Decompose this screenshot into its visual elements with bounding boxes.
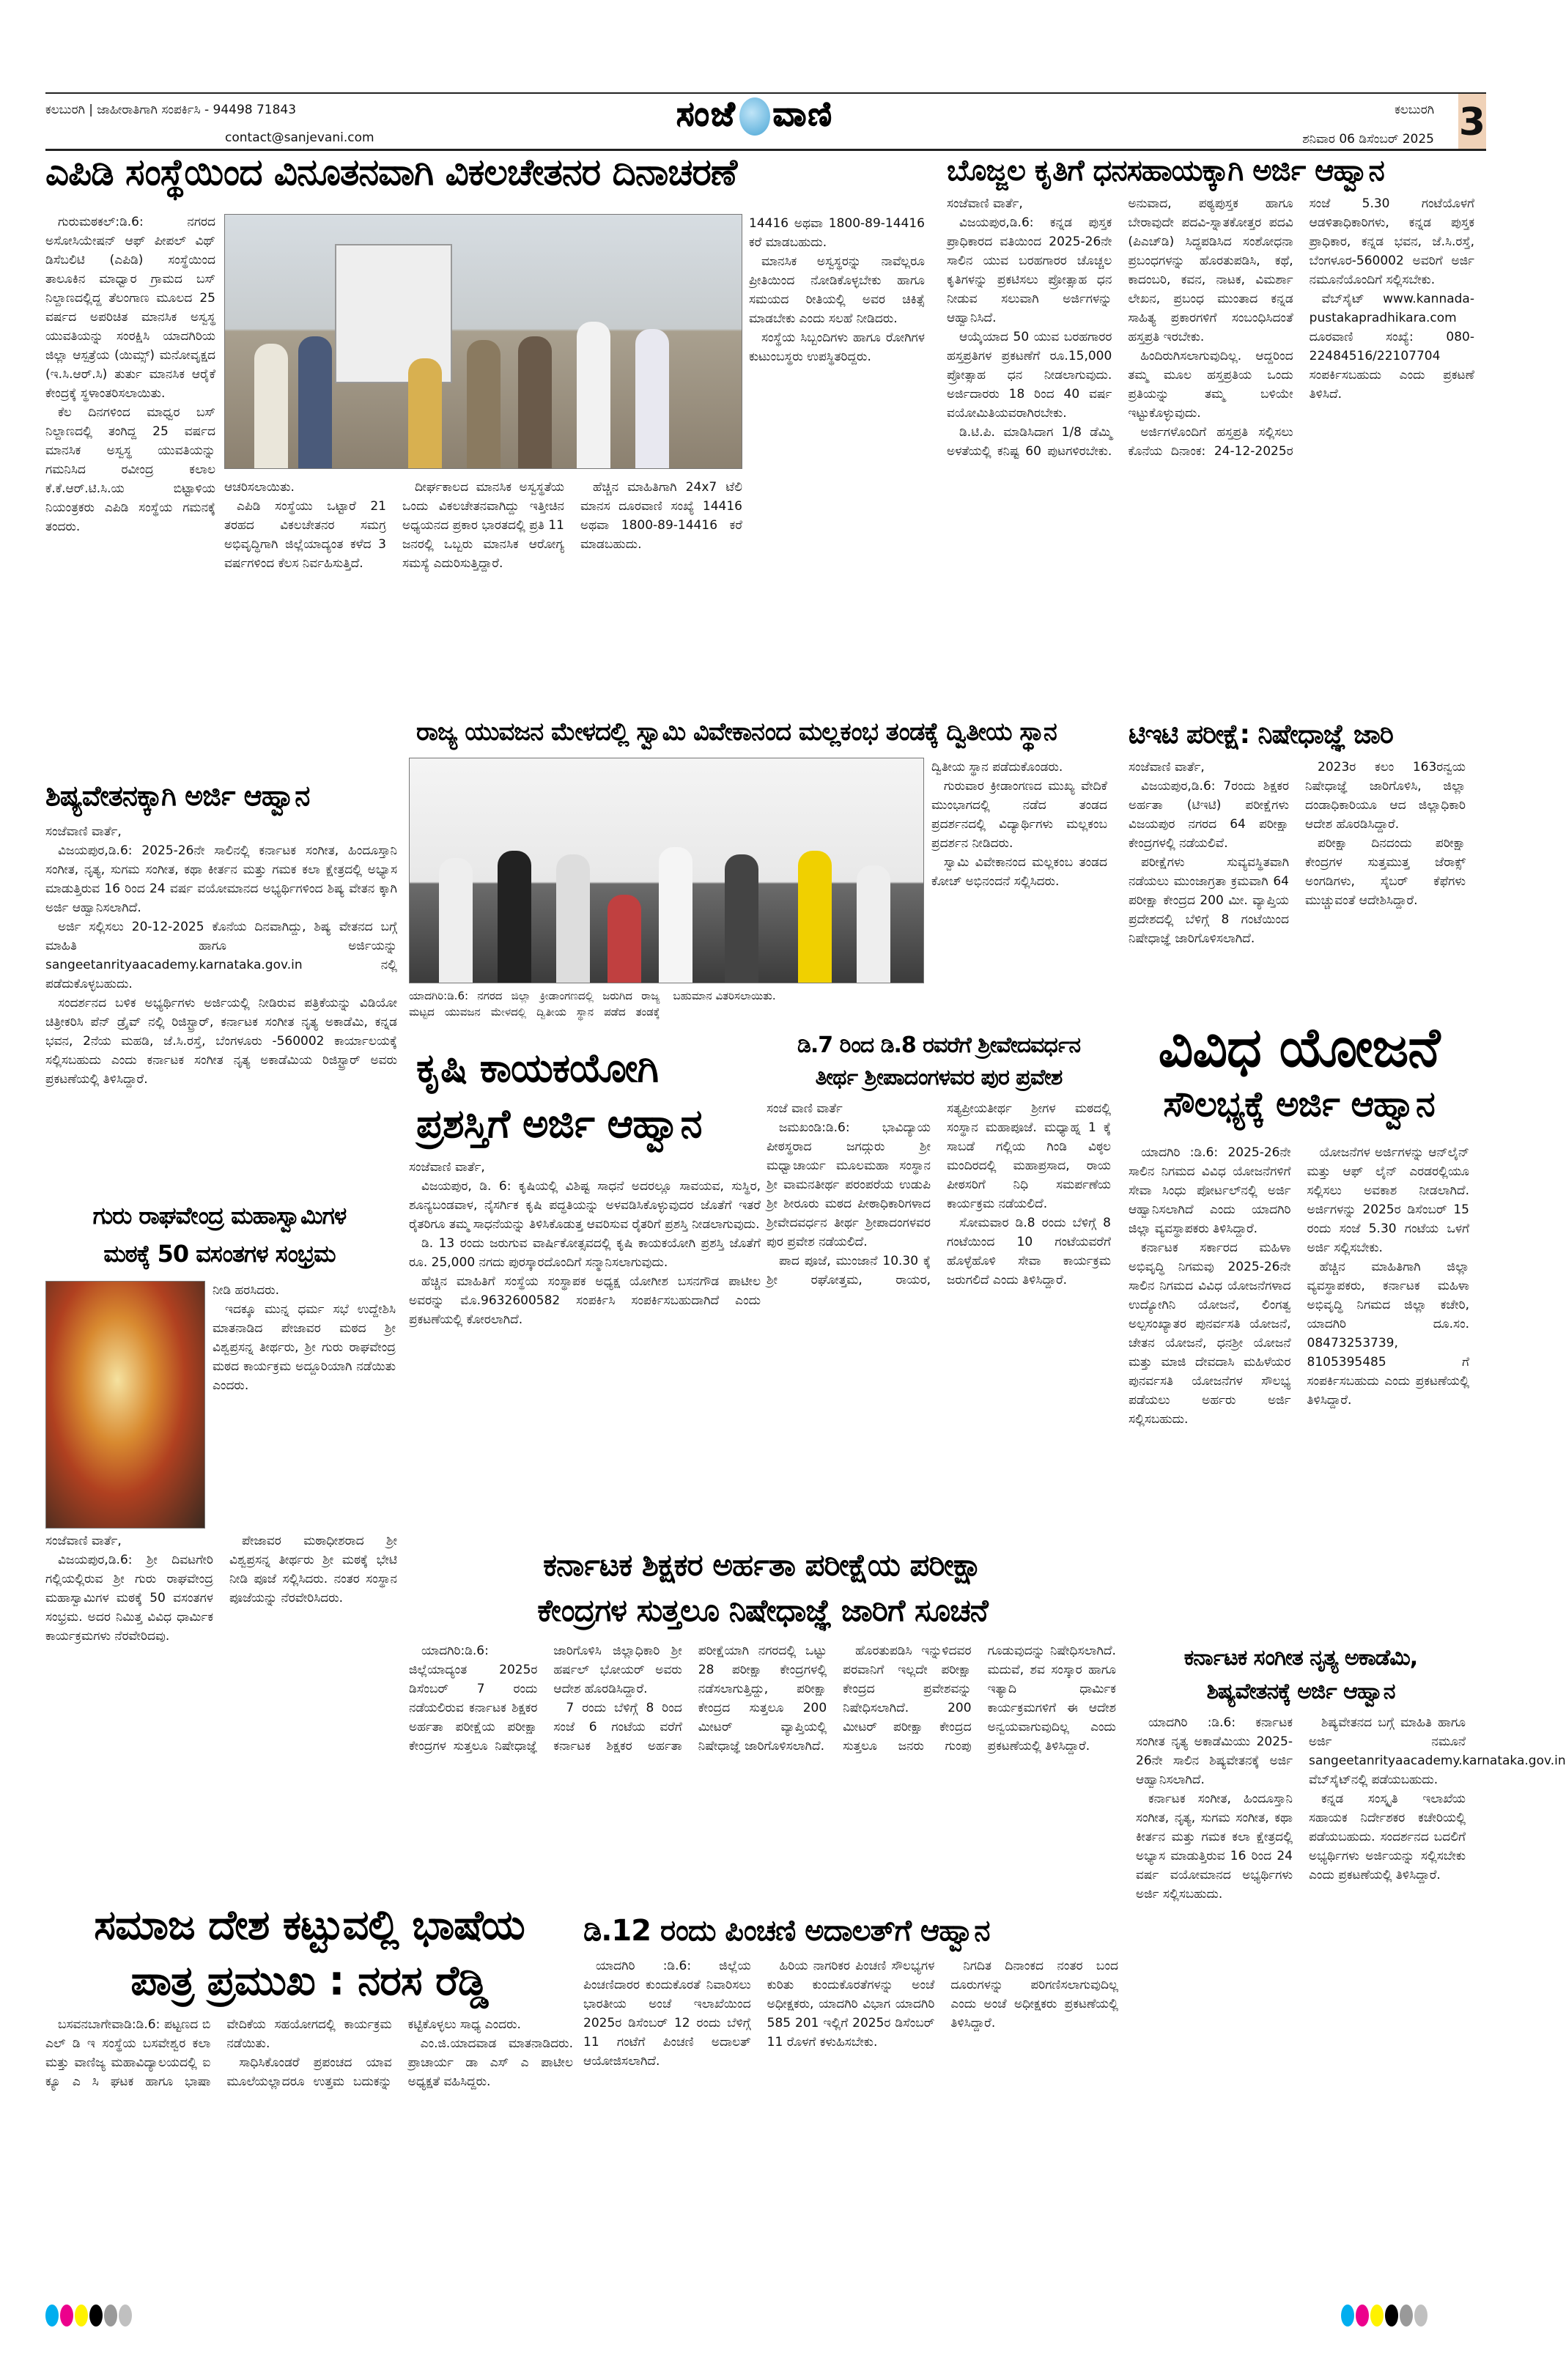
paragraph: ಗುರುಮಠಕಲ್:ಡಿ.6: ನಗರದ ಅಸೋಸಿಯೇಷನ್ ಆಫ್ ಪೀಪಲ್ ವಿಥ್ ಡಿಸೆಬಲಿಟಿ (ಎಪಿಡಿ) ಸಂಸ್ಥೆಯಿಂದ ತಾಲೂಕಿನ ಮಾಧ್ವಾರ ಗ್ರಾಮದ ಬಸ್ ನಿಲ್ದಾಣದಲ್ಲಿದ್ದ ತೆಲಂಗಾಣ ಮೂಲದ 25 ವರ್ಷದ ಅಪರಿಚಿತ ಮಾನಸಿಕ ಅಸ್ವಸ್ಥ ಯುವತಿಯನ್ನು ಸಂರಕ್ಷಿಸಿ ಯಾದಗಿರಿಯ ಜಿಲ್ಲಾ ಆಸ್ಪತ್ರೆಯ (ಯಿಮ್ಸ್) ಮನೋವೃಕ್ಷದ (ಇ.ಸಿ.ಆರ್.ಸಿ) ತುರ್ತು ಮಾನಸಿಕ ಆರೈಕೆ ಕೇಂದ್ರಕ್ಕೆ ಸ್ಥಳಾಂತರಿಸಲಾಯಿತು. — [45, 215, 215, 401]
gray-dot-icon — [1400, 2305, 1413, 2327]
headline-line: ಗುರು ರಾಘವೇಂದ್ರ ಮಹಾಸ್ವಾಮಿಗಳ — [92, 1202, 347, 1230]
person-figure — [659, 847, 692, 983]
headline-line: ಕರ್ನಾಟಕ ಸಂಗೀತ ನೃತ್ಯ ಅಕಾಡೆಮಿ, — [1183, 1645, 1418, 1671]
headline-tet: ಟಿಇಟಿ ಪರೀಕ್ಷೆ: ನಿಷೇಧಾಜ್ಞೆ ಜಾರಿ — [1129, 720, 1393, 750]
paragraph: ಯಾದಗಿರಿ :ಡಿ.6: 2025-26ನೇ ಸಾಲಿನ ನಿಗಮದ ವಿವಿಧ ಯೋಜನೆಗಳಿಗೆ ಸೇವಾ ಸಿಂಧು ಪೋರ್ಟಲ್‌ನಲ್ಲಿ ಅರ್ಜಿ ಆಹ್ವಾನಿಸಲಾಗಿದೆ ಎಂದು ಯಾದಗಿರಿ ಜಿಲ್ಲಾ ವ್ಯವಸ್ಥಾಪಕರು ತಿಳಿಸಿದ್ದಾರೆ. — [1129, 1145, 1291, 1236]
paragraph: ಹೆಚ್ಚಿನ ಮಾಹಿತಿಗಾಗಿ ಜಿಲ್ಲಾ ವ್ಯವಸ್ಥಾಪಕರು, ಕರ್ನಾಟಕ ಮಹಿಳಾ ಅಭಿವೃದ್ಧಿ ನಿಗಮದ ಜಿಲ್ಲಾ ಕಚೇರಿ, ಯಾದಗಿರಿ ದೂ.ಸಂ. 08473253739, 8105395485 ಗೆ ಸಂಪರ್ಕಿಸಬಹುದು ಎಂದು ಪ್ರಕಟಣೆಯಲ್ಲಿ ತಿಳಿಸಿದ್ದಾರೆ. — [1307, 1260, 1469, 1408]
article-pension-body — [583, 1956, 1118, 2290]
paragraph: ಪರೀಕ್ಷೆಗಳು ಸುವ್ಯವಸ್ಥಿತವಾಗಿ ನಡೆಯಲು ಮುಂಜಾಗ್ರತಾ ಕ್ರಮವಾಗಿ 64 ಪರೀಕ್ಷಾ ಕೇಂದ್ರದ 200 ಮೀ. ವ್ಯಾಪ್ತಿಯ ಪ್ರದೇಶದಲ್ಲಿ ಬೆಳಿಗ್ಗೆ 8 ಗಂಟೆಯಿಂದ ನಿಷೇಧಾಜ್ಞೆ ಜಾರಿಗೊಳಿಸಲಾಗಿದೆ. — [1129, 855, 1289, 946]
lightgray-dot-icon — [1414, 2305, 1428, 2327]
newspaper-logo: ಸಂಜೆ ವಾಣಿ — [645, 94, 865, 144]
paragraph: ಪರೀಕ್ಷಾ ದಿನದಂದು ಪರೀಕ್ಷಾ ಕೇಂದ್ರಗಳ ಸುತ್ತಮುತ್ತ ಜೆರಾಕ್ಸ್ ಅಂಗಡಿಗಳು, ಸೈಬರ್ ಕೆಫೆಗಳು ಮುಚ್ಚುವಂತೆ ಆದೇಶಿಸಿದ್ದಾರೆ. — [1305, 836, 1466, 908]
paragraph: 14416 ಅಥವಾ 1800-89-14416 ಕರೆ ಮಾಡಬಹುದು. — [749, 216, 925, 250]
paragraph: ಸೋಮವಾರ ಡಿ.8 ರಂದು ಬೆಳಿಗ್ಗೆ 8 ಗಂಟೆಯಿಂದ 10 ಗಂಟೆಯವರೆಗೆ ಹೊಳ್ಳೆಹೊಳಿ ಸೇವಾ ಕಾರ್ಯಕ್ರಮ ಜರುಗಲಿದೆ ಎಂದು ತಿಳಿಸಿದ್ದಾರೆ. — [947, 1216, 1111, 1287]
headline-raghavendra — [45, 1197, 394, 1273]
article-apd-body — [224, 478, 742, 712]
paragraph: 2023ರ ಕಲಂ 163ರನ್ವಯ ನಿಷೇಧಾಜ್ಞೆ ಜಾರಿಗೊಳಿಸಿ, ಜಿಲ್ಲಾ ದಂಡಾಧಿಕಾರಿಯೂ ಆದ ಜಿಲ್ಲಾಧಿಕಾರಿ ಆದೇಶ ಹೊರಡಿಸಿದ್ದಾರೆ. — [1305, 760, 1466, 832]
paragraph: ನಿಗದಿತ ದಿನಾಂಕದ ನಂತರ ಬಂದ ದೂರುಗಳನ್ನು ಪರಿಗಣಿಸಲಾಗುವುದಿಲ್ಲ ಎಂದು ಅಂಚೆ ಅಧೀಕ್ಷಕರು ಪ್ರಕಟಣೆಯಲ್ಲಿ ತಿಳಿಸಿದ್ದಾರೆ. — [950, 1959, 1118, 2030]
paragraph: ಇದಕ್ಕೂ ಮುನ್ನ ಧರ್ಮ ಸಭೆ ಉದ್ದೇಶಿಸಿ ಮಾತನಾಡಿದ ಪೇಜಾವರ ಮಠದ ಶ್ರೀ ವಿಶ್ವಪ್ರಸನ್ನ ತೀರ್ಥರು, ಶ್ರೀ ಗುರು ರಾಘವೇಂದ್ರ ಮಠದ ಕಾರ್ಯಕ್ರಮ ಅದ್ದೂರಿಯಾಗಿ ನಡೆಯಿತು ಎಂದರು. — [213, 1302, 396, 1393]
yellow-dot-icon — [75, 2305, 88, 2327]
masthead-email[interactable]: contact@sanjevani.com — [225, 130, 374, 145]
article-apd-col1 — [45, 212, 215, 762]
article-raghavendra-body — [45, 1531, 397, 1891]
article-raghavendra-side — [213, 1281, 396, 1529]
headline-line: ಪ್ರಶಸ್ತಿಗೆ ಅರ್ಜಿ ಆಹ್ವಾನ — [416, 1101, 702, 1147]
paragraph: ಹೊರತುಪಡಿಸಿ ಇನ್ನುಳಿದವರ ಪರವಾನಿಗೆ ಇಲ್ಲದೇ ಪರೀಕ್ಷಾ ಕೇಂದ್ರದ ಪ್ರವೇಶವನ್ನು ನಿಷೇಧಿಸಲಾಗಿದೆ. 200 ಮೀಟರ್ ಪರೀಕ್ಷಾ ಕೇಂದ್ರದ ಸುತ್ತಲೂ ಜನರು ಗುಂಪು ಗೂಡುವುದನ್ನು ನಿಷೇಧಿಸಲಾಗಿದೆ. ಮದುವೆ, ಶವ ಸಂಸ್ಕಾರ ಹಾಗೂ ಇತ್ಯಾದಿ ಧಾರ್ಮಿಕ ಕಾರ್ಯಕ್ರಮಗಳಿಗೆ ಈ ಆದೇಶ ಅನ್ವಯವಾಗುವುದಿಲ್ಲ ಎಂದು ಪ್ರಕಟಣೆಯಲ್ಲಿ ತಿಳಿಸಿದ್ದಾರೆ. — [843, 1644, 1116, 1753]
article-sangeeta-body — [1136, 1713, 1566, 2292]
paragraph: ಎಂ.ಜಿ.ಯಾದವಾಡ ಮಾತನಾಡಿದರು. ಪ್ರಾಚಾರ್ಯ ಡಾ ಎಸ್ ಎ ಪಾಟೀಲ ಅಧ್ಯಕ್ಷತೆ ವಹಿಸಿದ್ದರು. — [407, 2036, 573, 2089]
paragraph: ಡಿ.ಟಿ.ಪಿ. ಮಾಡಿಸಿದಾಗ 1/8 ಡೆಮ್ಮಿ ಅಳತೆಯಲ್ಲಿ ಕನಿಷ್ಟ 60 ಪುಟಗಳಿರಬೇಕು. ಅನುವಾದ, ಪಠ್ಯಪುಸ್ತಕ ಹಾಗೂ ಬೇರಾವುದೇ ಪದವಿ-ಸ್ನಾತಕೋತ್ತರ ಪದವಿ (ಪಿಎಚ್‌ಡಿ) ಸಿದ್ಧಪಡಿಸಿದ ಸಂಶೋಧನಾ ಪ್ರಬಂಧಗಳನ್ನು ಹೊರತುಪಡಿಸಿ, ಕಥೆ, ಕಾದಂಬರಿ, ಕವನ, ನಾಟಕ, ವಿಮರ್ಶಾ ಲೇಖನ, ಪ್ರಬಂಧ ಮುಂತಾದ ಕನ್ನಡ ಸಾಹಿತ್ಯ ಪ್ರಕಾರಗಳಿಗೆ ಸಂಬಂಧಿಸಿದಂತೆ ಹಸ್ತಪ್ರತಿ ಇರಬೇಕು. — [947, 196, 1293, 459]
person-figure — [408, 358, 442, 468]
paragraph: ಪೇಜಾವರ ಮಠಾಧೀಶರಾದ ಶ್ರೀ ವಿಶ್ವಪ್ರಸನ್ನ ತೀರ್ಥರು ಶ್ರೀ ಮಠಕ್ಕೆ ಭೇಟಿ ನೀಡಿ ಪೂಜೆ ಸಲ್ಲಿಸಿದರು. ನಂತರ ಸಂಸ್ಥಾನ ಪೂಜೆಯನ್ನು ನೆರವೇರಿಸಿದರು. — [229, 1534, 397, 1605]
paragraph: ನೀಡಿ ಹರಸಿದರು. — [213, 1283, 280, 1298]
paragraph: ಆಯ್ಕೆಯಾದ 50 ಯುವ ಬರಹಗಾರರ ಹಸ್ತಪ್ರತಿಗಳ ಪ್ರಕಟಣೆಗೆ ರೂ.15,000 ಪ್ರೋತ್ಸಾಹ ಧನ ನೀಡಲಾಗುವುದು. ಅರ್ಜಿದಾರರು 18 ರಿಂದ 40 ವರ್ಷ ವಯೋಮಿತಿಯವರಾಗಿರಬೇಕು. — [947, 330, 1112, 421]
masthead-city: ಕಲಬುರಗಿ — [1395, 103, 1434, 117]
headline-mallakamba: ರಾಜ್ಯ ಯುವಜನ ಮೇಳದಲ್ಲಿ ಸ್ವಾಮಿ ವಿವೇಕಾನಂದ ಮಲ್ಲಕಂಭ ತಂಡಕ್ಕೆ ದ್ವಿತೀಯ ಸ್ಥಾನ — [416, 717, 1057, 747]
paragraph: ಹೆಚ್ಚಿನ ಮಾಹಿತಿಗಾಗಿ 24x7 ಟೆಲಿ ಮಾನಸ ದೂರವಾಣಿ ಸಂಖ್ಯೆ 14416 ಅಥವಾ 1800-89-14416 ಕರೆ ಮಾಡಬಹುದು. — [580, 480, 742, 552]
paragraph: ಪಾದ ಪೂಜೆ, ಮುಂಜಾನೆ 10.30 ಕ್ಕೆ ಶ್ರೀ ರಘೋತ್ತಮ, ರಾಯರ, ಸತ್ಯಪ್ರೀಯತೀರ್ಥ ಶ್ರೀಗಳ ಮಠದಲ್ಲಿ ಸಂಸ್ಥಾನ ಮಹಾಪೂಜೆ. ಮಧ್ಯಾಹ್ನ 1 ಕ್ಕೆ ಸಾಬಡೆ ಗಲ್ಲಿಯ ಗಿಂಡಿ ವಿಠ್ಠಲ ಮಂದಿರದಲ್ಲಿ ಮಹಾಪ್ರಸಾದ, ರಾಯ ಪೀಠಸರಿಗೆ ನಿಧಿ ಸಮರ್ಪಣೆಯ ಕಾರ್ಯಕ್ರಮ ನಡೆಯಲಿದೆ. — [767, 1101, 1111, 1287]
person-figure — [635, 329, 669, 468]
color-registration-right — [1341, 2305, 1429, 2329]
article-vedavardhana-body — [767, 1099, 1111, 1509]
headline-vividha — [1129, 1015, 1469, 1128]
paragraph: ಯಾದಗಿರಿ :ಡಿ.6: ಜಿಲ್ಲೆಯ ಪಿಂಚಣಿದಾರರ ಕುಂದುಕೊರತೆ ನಿವಾರಿಸಲು ಭಾರತೀಯ ಅಂಚೆ ಇಲಾಖೆಯಿಂದ 2025ರ ಡಿಸೆಂಬರ್ 12 ರಂದು ಬೆಳಿಗ್ಗೆ 11 ಗಂಟೆಗೆ ಪಿಂಚಣಿ ಅದಾಲತ್ ಆಯೋಜಿಸಲಾಗಿದೆ. — [583, 1959, 751, 2069]
article-book-body — [947, 194, 1474, 707]
paragraph: ಆಚರಿಸಲಾಯಿತು. — [224, 480, 295, 495]
paragraph: ಡಿ. 13 ರಂದು ಜರುಗುವ ವಾರ್ಷಿಕೋತ್ಸವದಲ್ಲಿ ಕೃಷಿ ಕಾಯಕಯೋಗಿ ಪ್ರಶಸ್ತಿ ಜೊತೆಗೆ ರೂ. 25,000 ನಗದು ಪುರಸ್ಕಾರದೊಂದಿಗೆ ಸನ್ಮಾನಿಸಲಾಗುವುದು. — [409, 1236, 761, 1270]
headline-line: ತೀರ್ಥ ಶ್ರೀಪಾದಂಗಳವರ ಪುರ ಪ್ರವೇಶ — [815, 1065, 1063, 1090]
person-figure — [254, 344, 288, 468]
person-figure — [798, 851, 832, 983]
paragraph: ಸಂಸ್ಥೆಯ ಸಿಬ್ಬಂದಿಗಳು ಹಾಗೂ ರೋಗಿಗಳ ಕುಟುಂಬಸ್ಥರು ಉಪಸ್ಥಿತರಿದ್ದರು. — [749, 330, 925, 364]
dateline: ಸಂಜೆವಾಣಿ ವಾರ್ತೆ, — [409, 1160, 485, 1175]
paragraph: ಹೆಚ್ಚಿನ ಮಾಹಿತಿಗೆ ಸಂಸ್ಥೆಯ ಸಂಸ್ಥಾಪಕ ಅಧ್ಯಕ್ಷ ಯೋಗೀಶ ಬಸನಗೌಡ ಪಾಟೀಲ ಅವರನ್ನು ಮೊ.9632600582 ಸಂಪರ್ಕಿಸಿ ಸಂಪರ್ಕಿಸಬಹುದಾಗಿದೆ ಎಂದು ಪ್ರಕಟಣೆಯಲ್ಲಿ ಕೋರಲಾಗಿದೆ. — [409, 1274, 761, 1327]
headline-line: ಮಠಕ್ಕೆ 50 ವಸಂತಗಳ ಸಂಭ್ರಮ — [103, 1240, 336, 1268]
paragraph: ಹಿಂದಿರುಗಿಸಲಾಗುವುದಿಲ್ಲ. ಆದ್ದರಿಂದ ತಮ್ಮ ಮೂಲ ಹಸ್ತಪ್ರತಿಯ ಒಂದು ಪ್ರತಿಯನ್ನು ತಮ್ಮ ಬಳಿಯೇ ಇಟ್ಟುಕೊಳ್ಳುವುದು. — [1128, 349, 1293, 421]
paragraph: ಸಂದರ್ಶನದ ಬಳಿಕ ಅಭ್ಯರ್ಥಿಗಳು ಅರ್ಜಿಯಲ್ಲಿ ನೀಡಿರುವ ಪತ್ರಿಕೆಯನ್ನು ವಿಡಿಯೋ ಚಿತ್ರೀಕರಿಸಿ ಪೆನ್ ಡ್ರೈವ್ ನಲ್ಲಿ ರಿಜಿಸ್ಟ್ರಾರ್, ಕರ್ನಾಟಕ ಸಂಗೀತ ನೃತ್ಯ ಅಕಾಡೆಮಿ, ಕನ್ನಡ ಭವನ, 2ನೆಯ ಮಹಡಿ, ಜೆ.ಸಿ.ರಸ್ತೆ, ಬೆಂಗಳೂರು -560002 ಕಾರ್ಯಾಲಯಕ್ಕೆ ಸಲ್ಲಿಸಬಹುದು ಎಂದು ಕರ್ನಾಟಕ ಸಂಗೀತ ನೃತ್ಯ ಅಕಾಡೆಮಿಯ ರಿಜಿಸ್ಟ್ರಾರ್ ಅವರು ಪ್ರಕಟಣೆಯಲ್ಲಿ ತಿಳಿಸಿದ್ದಾರೆ. — [45, 996, 397, 1087]
black-dot-icon — [89, 2305, 103, 2327]
masthead-left — [45, 103, 374, 145]
color-registration-left — [45, 2305, 133, 2329]
headline-apd: ಎಪಿಡಿ ಸಂಸ್ಥೆಯಿಂದ ವಿನೂತನವಾಗಿ ವಿಕಲಚೇತನರ ದಿನಾಚರಣೆ — [45, 151, 737, 193]
headline-line: ವಿವಿಧ ಯೋಜನೆ — [1158, 1016, 1440, 1079]
article-vividha-body — [1129, 1143, 1469, 1630]
person-figure — [498, 851, 531, 983]
headline-samaja — [45, 1898, 573, 2009]
paragraph: ದ್ವಿತೀಯ ಸ್ಥಾನ ಪಡೆದುಕೊಂಡರು. — [931, 760, 1063, 775]
article-tet-body — [1129, 758, 1466, 1007]
paragraph: ಎಪಿಡಿ ಸಂಸ್ಥೆಯು ಒಟ್ಟಾರೆ 21 ತರಹದ ವಿಕಲಚೇತನರ ಸಮಗ್ರ ಅಭಿವೃದ್ಧಿಗಾಗಿ ಜಿಲ್ಲೆಯಾದ್ಯಂತ ಕಳೆದ 3 ವರ್ಷಗಳಿಂದ ಕೆಲಸ ನಿರ್ವಹಿಸುತ್ತಿದೆ. — [224, 499, 386, 571]
headline-book-grant: ಬೊಜ್ಜಲ ಕೃತಿಗೆ ಧನಸಹಾಯಕ್ಕಾಗಿ ಅರ್ಜಿ ಆಹ್ವಾನ — [947, 154, 1384, 188]
paragraph: ದೀರ್ಘಕಾಲದ ಮಾನಸಿಕ ಅಸ್ವಸ್ಥತೆಯ ಒಂದು ವಿಕಲಚೇತನವಾಗಿದ್ದು ಇತ್ತೀಚಿನ ಅಧ್ಯಯನದ ಪ್ರಕಾರ ಭಾರತದಲ್ಲಿ ಪ್ರತಿ 11 ಜನರಲ್ಲಿ ಒಬ್ಬರು ಮಾನಸಿಕ ಆರೋಗ್ಯ ಸಮಸ್ಯೆ ಎದುರಿಸುತ್ತಿದ್ದಾರೆ. — [402, 480, 564, 571]
headline-vedavardhana — [767, 1030, 1111, 1094]
headline-krishi — [416, 1041, 753, 1152]
yellow-dot-icon — [1370, 2305, 1384, 2327]
headline-tet-notice — [409, 1542, 1116, 1633]
paragraph: ಕರ್ನಾಟಕ ಸರ್ಕಾರದ ಮಹಿಳಾ ಅಭಿವೃದ್ಧಿ ನಿಗಮವು 2025-26ನೇ ಸಾಲಿನ ನಿಗಮದ ವಿವಿಧ ಯೋಜನೆಗಳಾದ ಉದ್ಯೋಗಿನಿ ಯೋಜನೆ, ಲಿಂಗತ್ವ ಅಲ್ಪಸಂಖ್ಯಾತರ ಪುನರ್ವಸತಿ ಯೋಜನೆ, ಚೇತನ ಯೋಜನೆ, ಧನಶ್ರೀ ಯೋಜನೆ ಮತ್ತು ಮಾಜಿ ದೇವದಾಸಿ ಮಹಿಳೆಯರ ಪುನರ್ವಸತಿ ಯೋಜನೆಗಳ ಸೌಲಭ್ಯ ಪಡೆಯಲು ಅರ್ಹರು ಅರ್ಜಿ ಸಲ್ಲಿಸಬಹುದು. — [1129, 1241, 1291, 1427]
headline-scholarship: ಶಿಷ್ಯವೇತನಕ್ಕಾಗಿ ಅರ್ಜಿ ಆಹ್ವಾನ — [45, 780, 310, 812]
person-figure — [518, 336, 552, 468]
paragraph: ಹಿರಿಯ ನಾಗರಿಕರ ಪಿಂಚಣಿ ಸೌಲಭ್ಯಗಳ ಕುರಿತು ಕುಂದುಕೊರತೆಗಳನ್ನು ಅಂಚೆ ಅಧೀಕ್ಷಕರು, ಯಾದಗಿರಿ ವಿಭಾಗ ಯಾದಗಿರಿ 585 201 ಇಲ್ಲಿಗೆ 2025ರ ಡಿಸೆಂಬರ್ 11 ರೊಳಗೆ ಕಳುಹಿಸಬೇಕು. — [767, 1959, 935, 2050]
black-dot-icon — [1385, 2305, 1398, 2327]
magenta-dot-icon — [1356, 2305, 1369, 2327]
dateline: ಸಂಜೆವಾಣಿ ವಾರ್ತೆ, — [947, 196, 1023, 211]
person-figure — [607, 895, 641, 983]
photo-caption: ಯಾದಗಿರಿ:ಡಿ.6: ನಗರದ ಜಿಲ್ಲಾ ಕ್ರೀಡಾಂಗಣದಲ್ಲಿ ಜರುಗಿದ ರಾಜ್ಯ ಮಟ್ಟದ ಯುವಜನ ಮೇಳದಲ್ಲಿ ದ್ವಿತೀಯ ಸ್ಥಾನ ಪಡೆದ ತಂಡಕ್ಕೆ ಬಹುಮಾನ ವಿತರಿಸಲಾಯಿತು. — [409, 989, 776, 1019]
article-samaja-body — [45, 2015, 573, 2290]
paragraph: ಗುರುವಾರ ಕ್ರೀಡಾಂಗಣದ ಮುಖ್ಯ ವೇದಿಕೆ ಮುಂಭಾಗದಲ್ಲಿ ನಡೆದ ತಂಡದ ಪ್ರದರ್ಶನದಲ್ಲಿ ವಿದ್ಯಾರ್ಥಿಗಳು ಮಲ್ಲಕಂಬ ಪ್ರದರ್ಶನ ನೀಡಿದರು. — [931, 779, 1107, 851]
dateline: ಸಂಜೆ ವಾಣಿ ವಾರ್ತೆ — [767, 1101, 843, 1116]
paragraph: ಯೋಜನೆಗಳ ಅರ್ಜಿಗಳನ್ನು ಆನ್‌ಲೈನ್ ಮತ್ತು ಆಫ್ ಲೈನ್ ಎರಡರಲ್ಲಿಯೂ ಸಲ್ಲಿಸಲು ಅವಕಾಶ ನೀಡಲಾಗಿದೆ. ಅರ್ಜಿಗಳನ್ನು 2025ರ ಡಿಸೆಂಬರ್ 15 ರಂದು ಸಂಜೆ 5.30 ಗಂಟೆಯ ಒಳಗೆ ಅರ್ಜಿ ಸಲ್ಲಿಸಬೇಕು. — [1307, 1145, 1469, 1255]
paragraph: ವಿಜಯಪುರ,ಡಿ.6: 2025-26ನೇ ಸಾಲಿನಲ್ಲಿ ಕರ್ನಾಟಕ ಸಂಗೀತ, ಹಿಂದೂಸ್ತಾನಿ ಸಂಗೀತ, ನೃತ್ಯ, ಸುಗಮ ಸಂಗೀತ, ಕಥಾ ಕೀರ್ತನ ಮತ್ತು ಗಮಕ ಕಲಾ ಕ್ಷೇತ್ರದಲ್ಲಿ ಅಭ್ಯಾಸ ಮಾಡುತ್ತಿರುವ 16 ರಿಂದ 24 ವರ್ಷ ವಯೋಮಾನದ ಅಭ್ಯರ್ಥಿಗಳಿಂದ ಶಿಷ್ಯ ವೇತನ ಕ್ಕಾಗಿ ಅರ್ಜಿ ಆಹ್ವಾನಿಸಲಾಗಿದೆ. — [45, 843, 397, 915]
article-scholarship-body — [45, 822, 397, 1181]
paragraph: ಜಮಖಂಡಿ:ಡಿ.6: ಭಾವಿದ್ಯಾಯ ಪೀಠಸ್ಥರಾದ ಜಗದ್ಗುರು ಶ್ರೀ ಮಧ್ವಾಚಾರ್ಯ ಮೂಲಮಹಾ ಸಂಸ್ಥಾನ ಶ್ರೀ ವಾಮನತೀರ್ಥ ಪರಂಪರೆಯ ಉಡುಪಿ ಶ್ರೀ ಶೀರೂರು ಮಠದ ಪೀಠಾಧಿಕಾರಿಗಳಾದ ಶ್ರೀವೇದವರ್ಧನ ತೀರ್ಥ ಶ್ರೀಪಾದಂಗಳವರ ಪುರ ಪ್ರವೇಶ ನಡೆಯಲಿದೆ. — [767, 1120, 931, 1249]
dateline: ಸಂಜೆವಾಣಿ ವಾರ್ತೆ, — [45, 1534, 122, 1548]
gray-dot-icon — [104, 2305, 117, 2327]
paragraph: ಅರ್ಜಿ ಸಲ್ಲಿಸಲು 20-12-2025 ಕೊನೆಯ ದಿನವಾಗಿದ್ದು, ಶಿಷ್ಯ ವೇತನದ ಬಗ್ಗೆ ಮಾಹಿತಿ ಹಾಗೂ ಅರ್ಜಿಯನ್ನು sangeetanrityaacademy.karnataka.gov.in ನಲ್ಲಿ ಪಡೆದುಕೊಳ್ಳಬಹುದು. — [45, 920, 397, 991]
headline-line: ಡಿ.7 ರಿಂದ ಡಿ.8 ರವರೆಗೆ ಶ್ರೀವೇದವರ್ಧನ — [797, 1032, 1080, 1058]
paragraph: ವಿಜಯಪುರ,ಡಿ.6: ಕನ್ನಡ ಪುಸ್ತಕ ಪ್ರಾಧಿಕಾರದ ವತಿಯಿಂದ 2025-26ನೇ ಸಾಲಿನ ಯುವ ಬರಹಗಾರರ ಚೊಚ್ಚಲ ಕೃತಿಗಳನ್ನು ಪ್ರಕಟಿಸಲು ಪ್ರೋತ್ಸಾಹ ಧನ ನೀಡುವ ಸಲುವಾಗಿ ಅರ್ಜಿಗಳನ್ನು ಆಹ್ವಾನಿಸಿದೆ. — [947, 215, 1112, 325]
dateline: ಸಂಜೆವಾಣಿ ವಾರ್ತೆ, — [45, 824, 122, 839]
person-figure — [577, 322, 610, 468]
headline-line: ಸಮಾಜ ದೇಶ ಕಟ್ಟುವಲ್ಲಿ ಭಾಷೆಯ — [94, 1902, 525, 1949]
article-tet-notice-body — [409, 1641, 1116, 1894]
paragraph: ಮಾನಸಿಕ ಅಸ್ವಸ್ಥರನ್ನು ನಾವೆಲ್ಲರೂ ಪ್ರೀತಿಯಿಂದ ನೋಡಿಕೊಳ್ಳಬೇಕು ಹಾಗೂ ಸಮಯದ ರೀತಿಯಲ್ಲಿ ಅವರ ಚಿಕಿತ್ಸೆ ಮಾಡಬೇಕು ಎಂದು ಸಲಹೆ ನೀಡಿದರು. — [749, 254, 925, 326]
headline-line: ಕೃಷಿ ಕಾಯಕಯೋಗಿ — [416, 1045, 658, 1091]
headline-pension: ಡಿ.12 ರಂದು ಪಿಂಚಣಿ ಅದಾಲತ್‌ಗೆ ಆಹ್ವಾನ — [583, 1914, 990, 1948]
person-figure — [439, 858, 473, 983]
paragraph: ವಿಜಯಪುರ, ಡಿ. 6: ಕೃಷಿಯಲ್ಲಿ ವಿಶಿಷ್ಟ ಸಾಧನೆ ಅದರಲ್ಲೂ ಸಾವಯವ, ಸುಸ್ಥಿರ, ಶೂನ್ಯಬಂಡವಾಳ, ನೈಸರ್ಗಿಕ ಕೃಷಿ ಪದ್ಧತಿಯನ್ನು ಅಳವಡಿಸಿಕೊಳ್ಳುವುದರ ಜೊತೆಗೆ ಇತರೆ ರೈತರಿಗೂ ತಮ್ಮ ಸಾಧನೆಯನ್ನು ತಿಳಿಸಿಕೊಡುತ್ತ ಆವರಿಸುವ ರೈತರಿಗೆ ಪ್ರಶಸ್ತಿ ನೀಡಲಾಗುವುದು. — [409, 1179, 761, 1232]
article-krishi-body — [409, 1158, 761, 1502]
magenta-dot-icon — [60, 2305, 73, 2327]
globe-icon — [739, 97, 770, 136]
person-figure — [298, 336, 332, 468]
paragraph: ಸಾಧಿಸಿಕೊಂಡರೆ ಪ್ರಪಂಚದ ಯಾವ ಮೂಲೆಯಲ್ಲಾದರೂ ಉತ್ತಮ ಬದುಕನ್ನು ಕಟ್ಟಿಕೊಳ್ಳಲು ಸಾಧ್ಯ ಎಂದರು. — [226, 2017, 521, 2089]
photo-award-ceremony — [409, 758, 924, 983]
paragraph: 7 ರಂದು ಬೆಳಿಗ್ಗೆ 8 ರಿಂದ ಸಂಜೆ 6 ಗಂಟೆಯ ವರೆಗೆ ಕರ್ನಾಟಕ ಶಿಕ್ಷಕರ ಅರ್ಹತಾ ಪರೀಕ್ಷೆಯಾಗಿ ನಗರದಲ್ಲಿ ಒಟ್ಟು 28 ಪರೀಕ್ಷಾ ಕೇಂದ್ರಗಳಲ್ಲಿ ನಡೆಸಲಾಗುತ್ತಿದ್ದು, ಪರೀಕ್ಷಾ ಕೇಂದ್ರದ ಸುತ್ತಲೂ 200 ಮೀಟರ್ ವ್ಯಾಪ್ತಿಯಲ್ಲಿ ನಿಷೇಧಾಜ್ಞೆ ಜಾರಿಗೊಳಿಸಲಾಗಿದೆ. — [553, 1644, 827, 1753]
headline-line: ಕರ್ನಾಟಕ ಶಿಕ್ಷಕರ ಅರ್ಹತಾ ಪರೀಕ್ಷೆಯ ಪರೀಕ್ಷಾ — [543, 1547, 982, 1583]
paragraph: ವೆಬ್‌ಸೈಟ್ www.kannada-pustakapradhikara.com ದೂರವಾಣಿ ಸಂಖ್ಯೆ: 080-22484516/22107704 ಸಂಪರ್ಕಿಸಬಹುದು ಎಂದು ಪ್ರಕಟಣೆ ತಿಳಿಸಿದೆ. — [1309, 292, 1474, 402]
person-figure — [556, 854, 590, 983]
paragraph: ಯಾದಗಿರಿ :ಡಿ.6: ಕರ್ನಾಟಕ ಸಂಗೀತ ನೃತ್ಯ ಅಕಾಡೆಮಿಯು 2025-26ನೇ ಸಾಲಿನ ಶಿಷ್ಯವೇತನಕ್ಕೆ ಅರ್ಜಿ ಆಹ್ವಾನಿಸಲಾಗಿದೆ. — [1136, 1715, 1293, 1787]
headline-line: ಶಿಷ್ಯವೇತನಕ್ಕೆ ಅರ್ಜಿ ಆಹ್ವಾನ — [1206, 1679, 1395, 1704]
paragraph: ಯಾದಗಿರಿ:ಡಿ.6: ಜಿಲ್ಲೆಯಾದ್ಯಂತ 2025ರ ಡಿಸೆಂಬರ್ 7 ರಂದು ನಡೆಯಲಿರುವ ಕರ್ನಾಟಕ ಶಿಕ್ಷಕರ ಅರ್ಹತಾ ಪರೀಕ್ಷೆಯ ಪರೀಕ್ಷಾ ಕೇಂದ್ರಗಳ ಸುತ್ತಲೂ ನಿಷೇಧಾಜ್ಞೆ ಜಾರಿಗೊಳಿಸಿ ಜಿಲ್ಲಾಧಿಕಾರಿ ಶ್ರೀ ಹರ್ಷಲ್ ಭೋಯರ್ ಅವರು ಆದೇಶ ಹೊರಡಿಸಿದ್ದಾರೆ. — [409, 1644, 682, 1753]
paragraph: ಸ್ವಾಮಿ ವಿವೇಕಾನಂದ ಮಲ್ಲಕಂಬ ತಂಡದ ಕೋಚ್ ಅಭಿನಂದನೆ ಸಲ್ಲಿಸಿದರು. — [931, 855, 1107, 889]
cyan-dot-icon — [45, 2305, 59, 2327]
article-apd-col3 — [749, 214, 925, 712]
paragraph: ಅರ್ಜಿಗಳೊಂದಿಗೆ ಹಸ್ತಪ್ರತಿ ಸಲ್ಲಿಸಲು ಕೊನೆಯ ದಿನಾಂಕ: 24-12-2025ರ ಸಂಜೆ 5.30 ಗಂಟೆಯೊಳಗೆ ಆಡಳಿತಾಧಿಕಾರಿಗಳು, ಕನ್ನಡ ಪುಸ್ತಕ ಪ್ರಾಧಿಕಾರ, ಕನ್ನಡ ಭವನ, ಜೆ.ಸಿ.ರಸ್ತೆ, ಬೆಂಗಳೂರ-560002 ಅವರಿಗೆ ಅರ್ಜಿ ನಮೂನೆಯೊಂದಿಗೆ ಸಲ್ಲಿಸಬೇಕು. — [1128, 196, 1474, 459]
page-number: 3 — [1458, 94, 1486, 151]
paragraph: ಕೆಲ ದಿನಗಳಿಂದ ಮಾಧ್ವರ ಬಸ್ ನಿಲ್ದಾಣದಲ್ಲಿ ತಂಗಿದ್ದ 25 ವರ್ಷದ ಮಾನಸಿಕ ಅಸ್ವಸ್ಥ ಯುವತಿಯನ್ನು ಗಮನಿಸಿದ ರವೀಂದ್ರ ಕಲಾಲ ಕೆ.ಕೆ.ಆರ್.ಟಿ.ಸಿ.ಯ ಬಿಟ್ಟಾಳಿಯ ನಿಯಂತ್ರಕರು ಎಪಿಡಿ ಸಂಸ್ಥೆಯ ಗಮನಕ್ಕೆ ತಂದರು. — [45, 405, 215, 534]
headline-line: ಪಾತ್ರ ಪ್ರಮುಖ : ನರಸ ರೆಡ್ಡಿ — [130, 1957, 488, 2005]
masthead-right — [1302, 103, 1434, 147]
article-mallakamba-body — [931, 758, 1107, 1026]
headline-line: ಕೇಂದ್ರಗಳ ಸುತ್ತಲೂ ನಿಷೇಧಾಜ್ಞೆ ಜಾರಿಗೆ ಸೂಚನೆ — [537, 1592, 988, 1628]
lightgray-dot-icon — [119, 2305, 132, 2327]
paragraph: ವಿಜಯಪುರ,ಡಿ.6: ಶ್ರೀ ದಿವಟಗೇರಿ ಗಲ್ಲಿಯಲ್ಲಿರುವ ಶ್ರೀ ಗುರು ರಾಘವೇಂದ್ರ ಮಹಾಸ್ವಾಮಿಗಳ ಮಠಕ್ಕೆ 50 ವಸಂತಗಳ ಸಂಭ್ರಮ. ಅದರ ನಿಮಿತ್ತ ವಿವಿಧ ಧಾರ್ಮಿಕ ಕಾರ್ಯಕ್ರಮಗಳು ನೆರವೇರಿದವು. — [45, 1553, 213, 1644]
masthead-contact-line: ಕಲಬುರಗಿ | ಜಾಹೀರಾತಿಗಾಗಿ ಸಂಪರ್ಕಿಸಿ - 94498 71843 — [45, 103, 297, 117]
masthead-date: ಶನಿವಾರ 06 ಡಿಸೆಂಬರ್ 2025 — [1302, 132, 1434, 147]
paragraph: ಕನ್ನಡ ಸಂಸ್ಕೃತಿ ಇಲಾಖೆಯ ಸಹಾಯಕ ನಿರ್ದೇಶಕರ ಕಚೇರಿಯಲ್ಲಿ ಪಡೆಯಬಹುದು. ಸಂದರ್ಶನದ ಬದಲಿಗೆ ಅಭ್ಯರ್ಥಿಗಳು ಅರ್ಜಿಯನ್ನು ಸಲ್ಲಿಸಬೇಕು ಎಂದು ಪ್ರಕಟಣೆಯಲ್ಲಿ ತಿಳಿಸಿದ್ದಾರೆ. — [1309, 1792, 1466, 1882]
headline-line: ಸೌಲಭ್ಯಕ್ಕೆ ಅರ್ಜಿ ಆಹ್ವಾನ — [1163, 1084, 1435, 1125]
person-figure — [725, 854, 758, 983]
paragraph: ಬಸವನಬಾಗೇವಾಡಿ:ಡಿ.6: ಪಟ್ಟಣದ ಬಿ ಎಲ್ ಡಿ ಇ ಸಂಸ್ಥೆಯ ಬಸವೇಶ್ವರ ಕಲಾ ಮತ್ತು ವಾಣಿಜ್ಯ ಮಹಾವಿದ್ಯಾಲಯದಲ್ಲಿ ಐ ಕ್ಯೂ ಎ ಸಿ ಘಟಕ ಹಾಗೂ ಭಾಷಾ ವೇದಿಕೆಯ ಸಹಯೋಗದಲ್ಲಿ ಕಾರ್ಯಕ್ರಮ ನಡೆಯಿತು. — [45, 2017, 392, 2089]
paragraph: ವಿಜಯಪುರ,ಡಿ.6: 7ರಂದು ಶಿಕ್ಷಕರ ಅರ್ಹತಾ (ಟಿಇಟಿ) ಪರೀಕ್ಷೆಗಳು ವಿಜಯಪುರ ನಗರದ 64 ಪರೀಕ್ಷಾ ಕೇಂದ್ರಗಳಲ್ಲಿ ನಡೆಯಲಿವೆ. — [1129, 779, 1289, 851]
person-figure — [857, 865, 890, 983]
photo-ambulance-group — [224, 214, 742, 469]
paragraph: ಕರ್ನಾಟಕ ಸಂಗೀತ, ಹಿಂದೂಸ್ತಾನಿ ಸಂಗೀತ, ನೃತ್ಯ, ಸುಗಮ ಸಂಗೀತ, ಕಥಾ ಕೀರ್ತನ ಮತ್ತು ಗಮಕ ಕಲಾ ಕ್ಷೇತ್ರದಲ್ಲಿ ಅಭ್ಯಾಸ ಮಾಡುತ್ತಿರುವ 16 ರಿಂದ 24 ವರ್ಷ ವಯೋಮಾನದ ಅಭ್ಯರ್ಥಿಗಳು ಅರ್ಜಿ ಸಲ್ಲಿಸಬಹುದು. — [1136, 1792, 1293, 1902]
headline-sangeeta — [1136, 1641, 1466, 1709]
cyan-dot-icon — [1341, 2305, 1354, 2327]
paragraph: ಶಿಷ್ಯವೇತನದ ಬಗ್ಗೆ ಮಾಹಿತಿ ಹಾಗೂ ಅರ್ಜಿ ನಮೂನೆ sangeetanrityaacademy.karnataka.gov.in ವೆಬ್‌ಸೈಟ್‌ನಲ್ಲಿ ಪಡೆಯಬಹುದು. — [1309, 1715, 1566, 1787]
person-figure — [467, 340, 501, 468]
dateline: ಸಂಜೆವಾಣಿ ವಾರ್ತೆ, — [1129, 760, 1205, 775]
photo-swamiji-idol — [45, 1281, 205, 1529]
